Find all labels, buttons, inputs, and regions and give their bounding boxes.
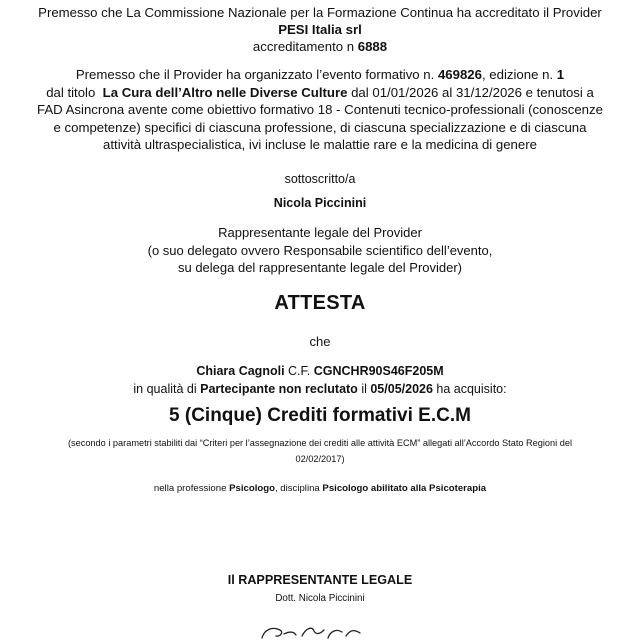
event-line-3: FAD Asincrona avente come obiettivo formativo 18 - Contenuti tecnico-professionali (conoscenze: [37, 102, 603, 117]
event-line-1: [6, 66, 634, 84]
event-text-4: dal 01/01/2026 al 31/12/2026 e tenutosi a: [351, 84, 594, 100]
criteria-line-1: (secondo i parametri stabiliti dai “Criteri per l’assegnazione dei crediti alle attività ECM” allegati all’Accordo Stato Regioni del: [67, 438, 573, 448]
criteria-line-2: 02/02/2017): [295, 454, 345, 464]
event-text-1: Premesso che il Provider ha organizzato l’evento formativo n.: [75, 67, 435, 82]
provider-name: PESI Italia srl: [278, 22, 362, 37]
intro-block: [0, 4, 640, 55]
event-line-5: attività ultraspecialistica, ivi incluse le malattie rare e la medicina di genere: [103, 137, 537, 152]
fiscal-code: CGNCHR90S46F205M: [313, 364, 444, 378]
participant-name: Chiara Cagnoli: [196, 364, 285, 378]
discipline-text: , disciplina: [274, 483, 320, 494]
role-line-3: su delega del rappresentante legale del Provider): [177, 260, 463, 275]
participant-role: Partecipante non reclutato: [200, 382, 358, 396]
participant-block: [0, 362, 640, 398]
legal-rep-title: Il RAPPRESENTANTE LEGALE: [227, 573, 413, 587]
role-block: [0, 224, 640, 277]
intro-line: Premesso che La Commissione Nazionale per la Formazione Continua ha accreditato il Provider: [38, 5, 602, 20]
quality-text: in qualità di: [133, 382, 197, 396]
participant-line-1: [0, 362, 640, 380]
participation-date: 05/05/2026: [370, 382, 433, 396]
acquired-text: ha acquisito:: [436, 382, 507, 396]
role-line-2: (o suo delegato ovvero Responsabile scientifico dell’evento,: [147, 242, 493, 258]
event-paragraph: [6, 66, 634, 154]
event-line-2: [6, 84, 634, 102]
discipline-name: Psicologo abilitato alla Psicoterapia: [322, 483, 487, 494]
legal-rep-name: Dott. Nicola Piccinini: [275, 593, 365, 604]
event-text-3: dal titolo: [46, 84, 96, 100]
event-text-2: , edizione n.: [481, 67, 554, 82]
signer-name: Nicola Piccinini: [273, 196, 367, 210]
accreditation-label: accreditamento n: [252, 39, 355, 54]
credits-heading: 5 (Cinque) Crediti formativi E.C.M: [169, 405, 471, 426]
cf-label: C.F.: [288, 364, 311, 378]
profession-name: Psicologo: [229, 483, 275, 494]
event-number: 469826: [437, 67, 482, 82]
event-line-4: e competenze) specifici di ciascuna professione, di ciascuna specializzazione e di ciascuna: [53, 119, 587, 135]
criteria-note: [20, 435, 620, 467]
attesta-heading: ATTESTA: [274, 292, 366, 314]
profession-text: nella professione: [153, 483, 227, 494]
role-line-1: Rappresentante legale del Provider: [218, 225, 422, 240]
accreditation-line: [0, 38, 640, 55]
profession-line: [0, 483, 640, 494]
sottoscritto-label: sottoscritto/a: [284, 172, 356, 186]
che-label: che: [309, 334, 331, 349]
handwritten-signature: [250, 622, 370, 640]
event-title: La Cura dell’Altro nelle Diverse Culture: [102, 84, 348, 100]
date-prefix: il: [361, 382, 367, 396]
participant-line-2: [0, 380, 640, 398]
accreditation-number: 6888: [357, 39, 388, 54]
edition-number: 1: [556, 67, 565, 82]
